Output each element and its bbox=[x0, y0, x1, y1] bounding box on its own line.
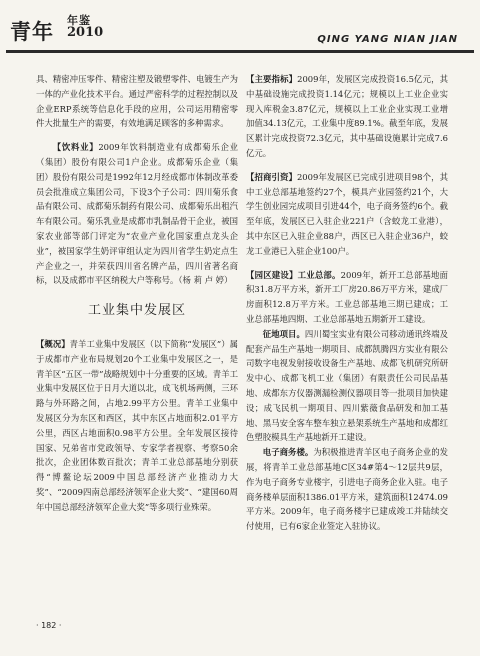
paragraph-overview: 【概况】青羊工业集中发展区（以下简称“发展区”）属于成都市产业布局规划20个工业集中发展区之一，是青羊区“五区一带”战略规划中十分重要的区域。青羊工业集中发展区位于日月大道以北，成飞机场两侧，三环路与外环路之间，占地2.99平方公里。青羊工业集中发展区分为东区和西区，其中东区占地面积2.01平方公里，西区占地面积0.98平方公里。全年发展区接待国家、兄弟省市党政领导、专家学者视察、考察50余批次，企业团体数百批次；青羊工业总部基地分别获得“博鳌论坛2009中国总部经济产业推动力大奖”、“2009四南总部经济领军企业大奖”、“建国60周年中国总部经济领军企业大奖”等多项行业殊荣。 bbox=[36, 338, 239, 512]
paragraph-indicators: 【主要指标】2009年，发展区完成投资16.5亿元，其中基础设施完成投资1.14亿元；规模以上工业企业实现入库税金3.87亿元，规模以上工业企业实现工业增加值34.13亿元，工业集中度89.1%。截至年底，发展区累计完成投资72.3亿元，其中基础设施累计完成7.6亿元。 bbox=[246, 74, 448, 158]
paragraph-land-projects: 征地项目。四川蜀宝实业有限公司移动通讯终端及配套产品生产基地一期项目、成都凯腾四方实业有限公司数字电视发射接收设备生产基地、成都飞机研究所研发中心、成都飞机工业（集团）有限责任公司民品基地、成都东方仪器测漏检测仪器项目等一批项目加快建设；成飞民机一期项目、四川紫薇食品研发和加工基地、黑马安全客车整车独立悬架系统生产基地和成都红色塑胶模具生产基地新开工建设。 bbox=[246, 328, 449, 443]
tag-construction: 【园区建设】 bbox=[246, 269, 298, 280]
left-column bbox=[36, 72, 238, 515]
tag-overview: 【概况】 bbox=[36, 338, 70, 349]
lead-land-projects: 征地项目。 bbox=[262, 328, 305, 339]
header-pinyin: QING YANG NIAN JIAN bbox=[317, 34, 458, 45]
paragraph-precision-parts: 具、精密冲压零件、精密注塑及锻塑零件、电镀生产为一体的产业化技术平台。通过严密科学的过程控制以及企业ERP系统等信息化手段的应用，公司运用精密零件大批量生产的需要，有效地满足顾客的多种需求。 bbox=[36, 74, 238, 129]
paragraph-investment: 【招商引资】2009年发展区已完成引进项目98个，其中工业总部基地签约27个，模具产业园签约21个，大学生创业园完成项目引进44个，电子商务签约6个。截至年底，发展区已入驻企业221户（含蛟龙工业港），其中东区已入驻企业88户，西区已入驻企业36户，蛟龙工业港已入驻企业100户。 bbox=[246, 171, 448, 256]
page-header bbox=[0, 0, 480, 72]
lead-headquarters: 工业总部。 bbox=[297, 269, 341, 280]
section-title: 工业集中发展区 bbox=[87, 303, 186, 319]
logo-text: 青年 bbox=[10, 19, 54, 44]
header-rule bbox=[6, 50, 474, 53]
tag-beverage: 【饮料业】 bbox=[52, 142, 99, 153]
logo-year-number: 2010 bbox=[67, 25, 104, 40]
paragraph-beverage: 【饮料业】2009年饮料制造业有成都菊乐企业（集团）股份有限公司1户企业。成都菊乐企业（集团）股份有限公司是1992年12月经成都市体制改革委员会批准成立集团公司，下设3个子公司：四川菊乐食品有限公司、成都菊乐制药有限公司、成都菊乐出租汽车有限公司。菊乐乳业是成都市乳制品骨干企业，被国家农业部等部门评定为“农业产业化国家重点龙头企业”，被国家学生奶评审组认定为四川省学生奶定点生产企业之一，并荣获四川省名牌产品，四川省著名商标，以及成都市平区纳税大户等称号。（杨 莉 卢 婷） bbox=[36, 142, 238, 286]
tag-investment: 【招商引资】 bbox=[246, 171, 297, 182]
paragraph-ecommerce: 电子商务楼。为积极推进青羊区电子商务企业的发展，将青羊工业总部基地C区34#第4～12层共9层，作为电子商务专业楼宇，引进电子商务企业入驻。电子商务楼单层面积1386.01平方米，建筑面积12474.09平方米。2009年，电子商务楼宇已建成竣工并陆续交付使用，已有6家企业签定入驻协议。 bbox=[246, 447, 449, 532]
right-column bbox=[246, 72, 448, 534]
page-number: · 182 · bbox=[36, 621, 62, 630]
lead-ecommerce: 电子商务楼。 bbox=[262, 447, 314, 458]
logo-year-label: 年鉴 bbox=[67, 14, 91, 27]
tag-indicators: 【主要指标】 bbox=[246, 74, 298, 84]
yearbook-logo bbox=[10, 14, 104, 46]
paragraph-construction: 【园区建设】工业总部。2009年，新开工总部基地面积31.8万平方米，新开工厂房20.86万平方米，建成厂房面积12.8万平方米。工业总部基地三期已建成；工业总部基地四期、工业总部基地五期新开工建设。 bbox=[246, 269, 449, 324]
